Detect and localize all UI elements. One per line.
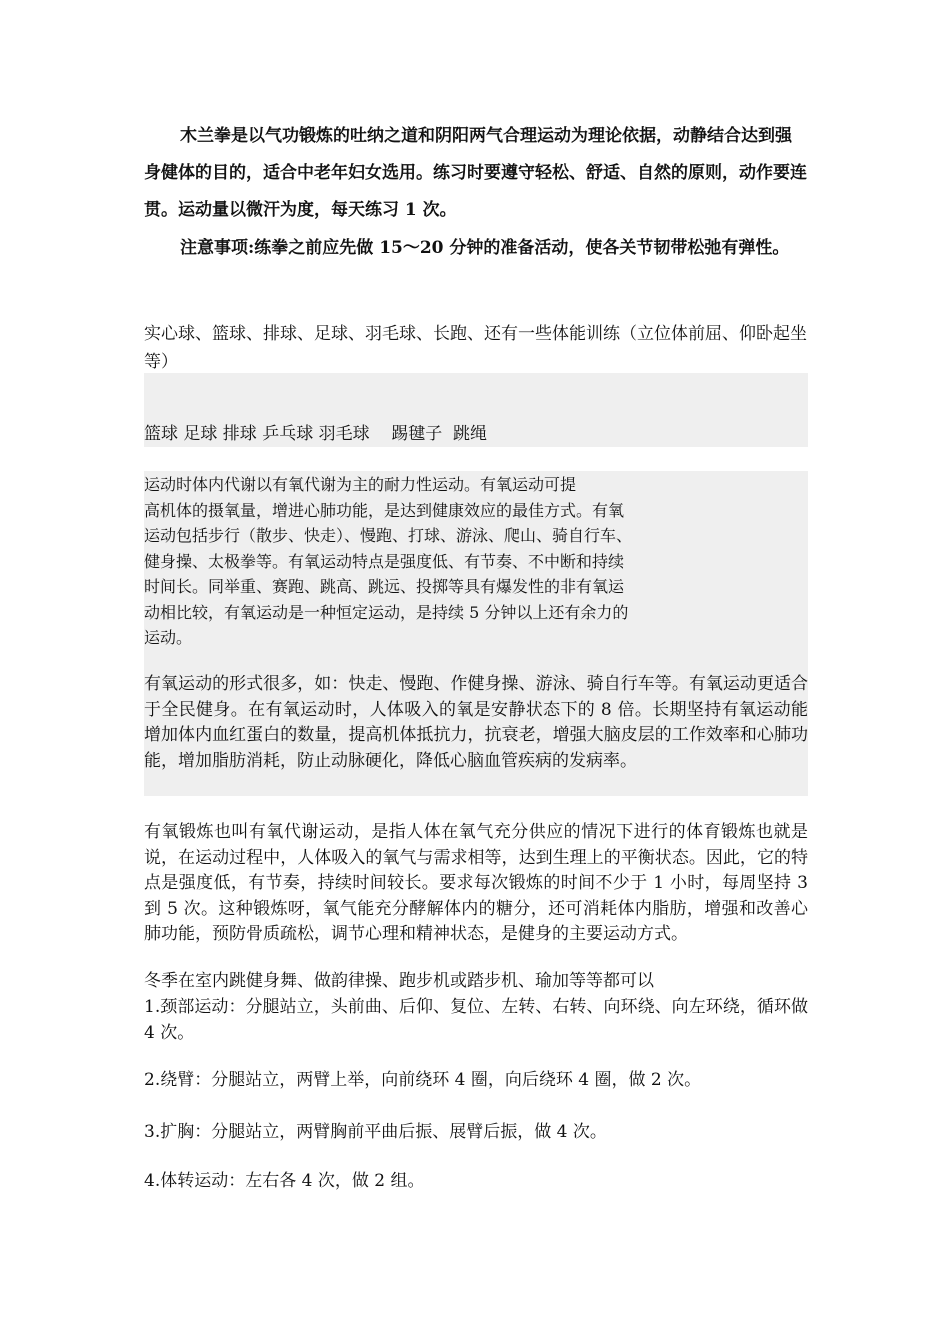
step-item: 1.颈部运动：分腿站立，头前曲、后仰、复位、左转、右转、向环绕、向左环绕，循环做 4 次。 xyxy=(144,997,808,1043)
text-line: 运动时体内代谢以有氧代谢为主的耐力性运动。有氧运动可提 xyxy=(144,475,577,494)
aerobic-training-paragraph: 有氧锻炼也叫有氧代谢运动，是指人体在氧气充分供应的情况下进行的体育锻炼也就是说，在运动过程中，人体吸入的氧气与需求相等，达到生理上的平衡状态。因此，它的特点是强度低，有节奏，持续时间较长。要求每次锻炼的时间不少于 1 小时，每周坚持 3 到 5 次。这种锻炼呀，氧气能充分酵解体内的糖分，还可消耗体内脂肪，增强和改善心肺功能，预防骨质疏松，调节心理和精神状态，是健身的主要运动方式。 xyxy=(144,822,808,944)
aerobic-definition xyxy=(144,472,808,651)
step-item: 4.体转运动：左右各 4 次，做 2 组。 xyxy=(144,1171,425,1191)
text-line: 运动包括步行（散步、快走）、慢跑、打球、游泳、爬山、骑自行车、 xyxy=(144,526,633,545)
text-line: 健身操、太极拳等。有氧运动特点是强度低、有节奏、不中断和持续 xyxy=(144,551,625,571)
notice-paragraph: 注意事项:练拳之前应先做 15～20 分钟的准备活动，使各关节韧带松弛有弹性。 xyxy=(180,238,790,258)
winter-paragraph: 冬季在室内跳健身舞、做韵律操、跑步机或踏步机、瑜加等等都可以 xyxy=(144,971,654,991)
intro-paragraph: 木兰拳是以气功锻炼的吐纳之道和阴阳两气合理运动为理论依据，动静结合达到强身健体的目的，适合中老年妇女选用。练习时要遵守轻松、舒适、自然的原则，动作要连贯。运动量以微汗为度，每天练习 1 次。 xyxy=(144,126,807,220)
ball-list-text: 篮球 足球 排球 乒乓球 羽毛球 踢毽子 跳绳 xyxy=(144,424,488,444)
sports-list-text: 实心球、篮球、排球、足球、羽毛球、长跑、还有一些体能训练（立位体前屈、仰卧起坐等） xyxy=(144,324,807,372)
step-item: 3.扩胸：分腿站立，两臂胸前平曲后振、展臂后振，做 4 次。 xyxy=(144,1122,607,1142)
step-item: 2.绕臂：分腿站立，两臂上举，向前绕环 4 圈，向后绕环 4 圈，做 2 次。 xyxy=(144,1070,702,1090)
text-line: 运动。 xyxy=(144,628,193,647)
text-line: 动相比较，有氧运动是一种恒定运动，是持续 5 分钟以上还有余力的 xyxy=(144,602,629,622)
text-line: 高机体的摄氧量，增进心肺功能，是达到健康效应的最佳方式。有氧 xyxy=(144,500,625,520)
aerobic-forms-paragraph: 有氧运动的形式很多，如：快走、慢跑、作健身操、游泳、骑自行车等。有氧运动更适合于全民健身。在有氧运动时，人体吸入的氧是安静状态下的 8 倍。长期坚持有氧运动能增加体内血红蛋白的数量，提高机体抵抗力，抗衰老，增强大脑皮层的工作效率和心肺功能，增加脂肪消耗，防止动脉硬化，降低心脑血管疾病的发病率。 xyxy=(144,674,808,771)
intro-section xyxy=(144,118,808,263)
text-line: 时间长。同举重、赛跑、跳高、跳远、投掷等具有爆发性的非有氧运 xyxy=(144,577,625,596)
